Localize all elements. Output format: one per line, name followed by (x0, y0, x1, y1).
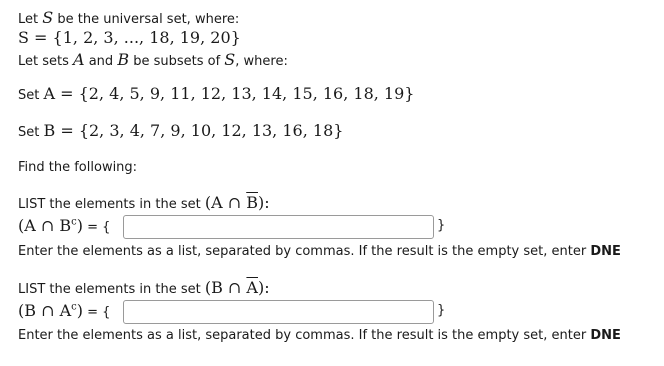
set-a-expression: A = {2, 4, 5, 9, 11, 12, 13, 14, 15, 16, 18, 19} (43, 84, 415, 103)
intro-text: , where: (235, 54, 288, 69)
q2-eq-open: = { (83, 305, 111, 320)
set-b-expression: B = {2, 3, 4, 7, 9, 10, 12, 13, 16, 18} (43, 121, 344, 140)
q1-instruction (18, 244, 621, 259)
q1-instruction-text: Enter the elements as a list, separated by commas. If the result is the empty set, enter (18, 244, 591, 259)
var-s: S (224, 50, 236, 69)
q2-prompt-complement: $\overline{A}$ (246, 278, 258, 297)
intro-text: and (84, 54, 118, 69)
var-b: B (117, 50, 130, 69)
q2-instruction-text: Enter the elements as a list, separated by commas. If the result is the empty set, enter (18, 328, 591, 343)
intro-text: Let sets (18, 54, 74, 69)
q2-answer-input[interactable] (123, 300, 434, 324)
q2-prompt-text: LIST the elements in the set (18, 282, 205, 297)
q1-instruction-dne: DNE (590, 244, 621, 259)
q1-prompt-math-post: ): (257, 193, 270, 212)
intro-text: be the universal set, where: (53, 12, 240, 27)
intro-line-1 (18, 8, 239, 27)
set-b-definition (18, 121, 343, 140)
q1-close-brace: } (437, 218, 446, 233)
q1-answer-input[interactable] (123, 215, 434, 239)
q1-expression (18, 216, 110, 235)
q1-prompt-text: LIST the elements in the set (18, 197, 205, 212)
universal-set: S = {1, 2, 3, ..., 18, 19, 20} (18, 28, 241, 47)
q1-expr-sup: c (71, 216, 77, 228)
intro-text: Let (18, 12, 43, 27)
q1-prompt-math (205, 193, 270, 212)
set-a-definition (18, 84, 414, 103)
set-b-label: Set (18, 125, 44, 140)
q2-prompt-math-pre: (B ∩ (204, 278, 247, 297)
q2-close-brace: } (437, 303, 446, 318)
q1-expression-math (18, 216, 83, 235)
set-a-label: Set (18, 88, 44, 103)
q1-eq-open: = { (83, 220, 111, 235)
q1-expr-pre: (A ∩ B (18, 216, 72, 235)
q2-prompt-math-post: ): (257, 278, 270, 297)
q2-expression (18, 301, 110, 320)
q2-expression-math (18, 301, 83, 320)
q1-prompt-math-pre: (A ∩ (204, 193, 247, 212)
intro-text: be subsets of (129, 54, 225, 69)
q1-prompt (18, 193, 270, 212)
var-s: S (42, 8, 54, 27)
q2-prompt (18, 278, 270, 297)
q1-prompt-complement: $\overline{B}$ (246, 193, 258, 212)
q2-prompt-math (205, 278, 270, 297)
q2-expr-pre: (B ∩ A (18, 301, 72, 320)
q2-instruction-dne: DNE (590, 328, 621, 343)
find-label: Find the following: (18, 160, 138, 175)
intro-line-3 (18, 50, 288, 69)
var-a: A (73, 50, 85, 69)
q2-expr-sup: c (71, 301, 77, 313)
q2-instruction (18, 328, 621, 343)
q1-expr-post: ) (76, 216, 83, 235)
q2-expr-post: ) (76, 301, 83, 320)
